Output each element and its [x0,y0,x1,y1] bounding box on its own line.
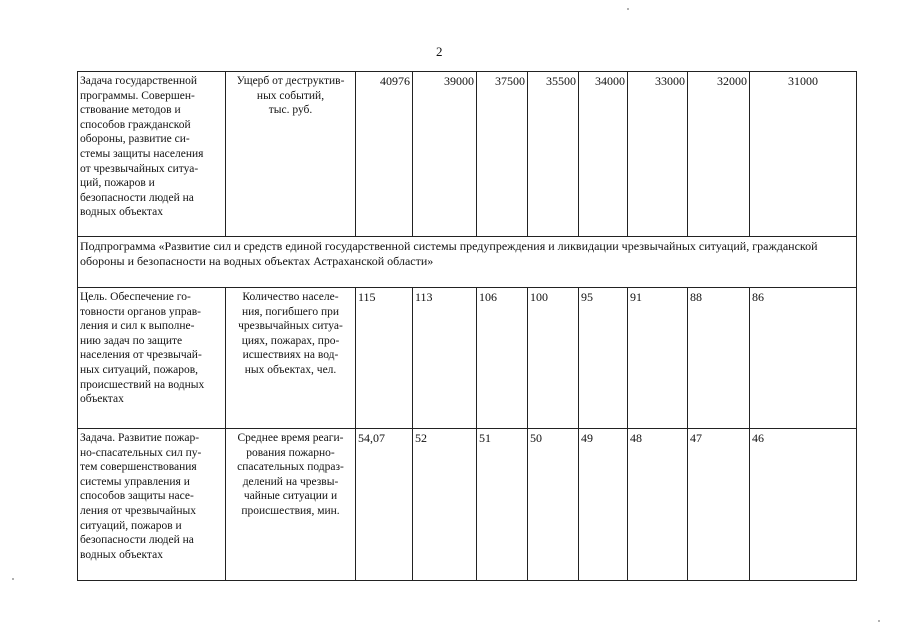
value-cell: 50 [528,429,579,581]
scan-speck [627,8,629,10]
goal-cell: Цель. Обеспечение го- товности органов управ- ления и сил к выполне- нию задач по защите населения от чрезвычай- ных ситуаций, пожаров, происшествий на водных объектах [78,288,226,429]
value-cell: 95 [579,288,628,429]
value-cell: 33000 [628,72,688,237]
value-cell: 47 [688,429,750,581]
value-cell: 106 [477,288,528,429]
indicators-table [77,71,857,581]
goal-cell: Задача. Развитие пожар- но-спасательных сил пу- тем совершенствования системы управления и способов защиты насе- ления от чрезвычайных ситуаций, пожаров и безопасности людей на водных объектах [78,429,226,581]
value-cell: 91 [628,288,688,429]
value-cell: 51 [477,429,528,581]
value-cell: 37500 [477,72,528,237]
table-row [78,288,857,429]
value-cell: 100 [528,288,579,429]
page-number: 2 [436,44,443,59]
value-cell: 88 [688,288,750,429]
value-cell: 39000 [413,72,477,237]
value-cell: 86 [750,288,857,429]
scan-speck [12,578,14,580]
subprogram-row [78,237,857,288]
value-cell: 34000 [579,72,628,237]
value-cell: 48 [628,429,688,581]
indicator-cell: Среднее время реаги- рования пожарно- спасательных подраз- делений на чрезвы- чайные ситуации и происшествия, мин. [226,429,356,581]
value-cell: 113 [413,288,477,429]
goal-cell: Задача государственной программы. Совершен- ствование методов и способов гражданской обороны, развитие си- стемы защиты населения от чрезвычайных ситуа- ций, пожаров и безопасности людей на водных объектах [78,72,226,237]
table-row [78,72,857,237]
value-cell: 31000 [750,72,857,237]
value-cell: 54,07 [356,429,413,581]
value-cell: 32000 [688,72,750,237]
value-cell: 35500 [528,72,579,237]
value-cell: 49 [579,429,628,581]
value-cell: 115 [356,288,413,429]
scan-speck [878,620,880,622]
subprogram-title: Подпрограмма «Развитие сил и средств единой государственной системы предупреждения и ликвидации чрезвычайных ситуаций, гражданской обороны и безопасности на водных объектах Астраханской области» [78,237,857,288]
indicator-cell: Количество населе- ния, погибшего при чрезвычайных ситуа- циях, пожарах, про- исшествиях на вод- ных объектах, чел. [226,288,356,429]
value-cell: 52 [413,429,477,581]
table-row [78,429,857,581]
value-cell: 40976 [356,72,413,237]
indicator-cell: Ущерб от деструктив- ных событий, тыс. руб. [226,72,356,237]
value-cell: 46 [750,429,857,581]
